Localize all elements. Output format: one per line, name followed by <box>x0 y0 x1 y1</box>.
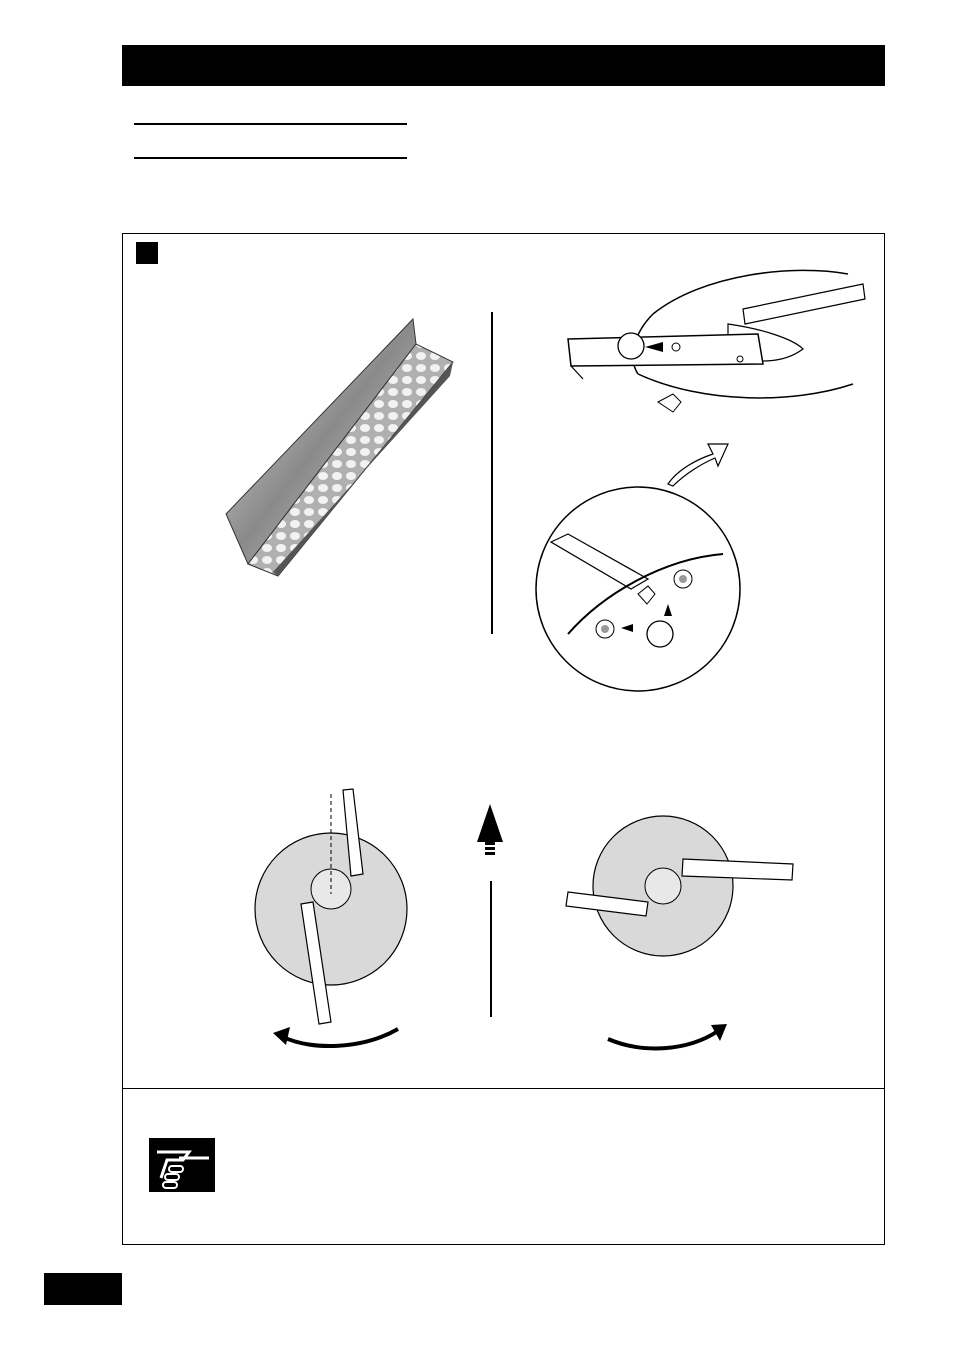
up-arrow-icon <box>475 804 505 864</box>
subtitle-rule-top <box>134 123 407 125</box>
panel-divider <box>123 1088 884 1089</box>
blade-channel-illustration <box>218 314 458 584</box>
subtitle-rule-bottom <box>134 157 407 159</box>
blade-mount-illustration <box>563 254 873 494</box>
cw-rotation-arrow <box>603 1019 733 1059</box>
separator-line-top <box>491 312 493 634</box>
figure-panel <box>122 233 885 1245</box>
header-bar <box>122 45 885 86</box>
separator-line-bottom <box>490 881 492 1017</box>
step-marker-icon <box>136 242 158 264</box>
detail-circle-illustration <box>533 484 743 694</box>
disc-counterclockwise-illustration <box>253 784 473 1054</box>
ccw-rotation-arrow <box>268 1019 408 1059</box>
hand-pointing-note-icon <box>149 1138 215 1192</box>
page-number-tab <box>44 1273 122 1305</box>
disc-clockwise-illustration <box>558 814 808 974</box>
